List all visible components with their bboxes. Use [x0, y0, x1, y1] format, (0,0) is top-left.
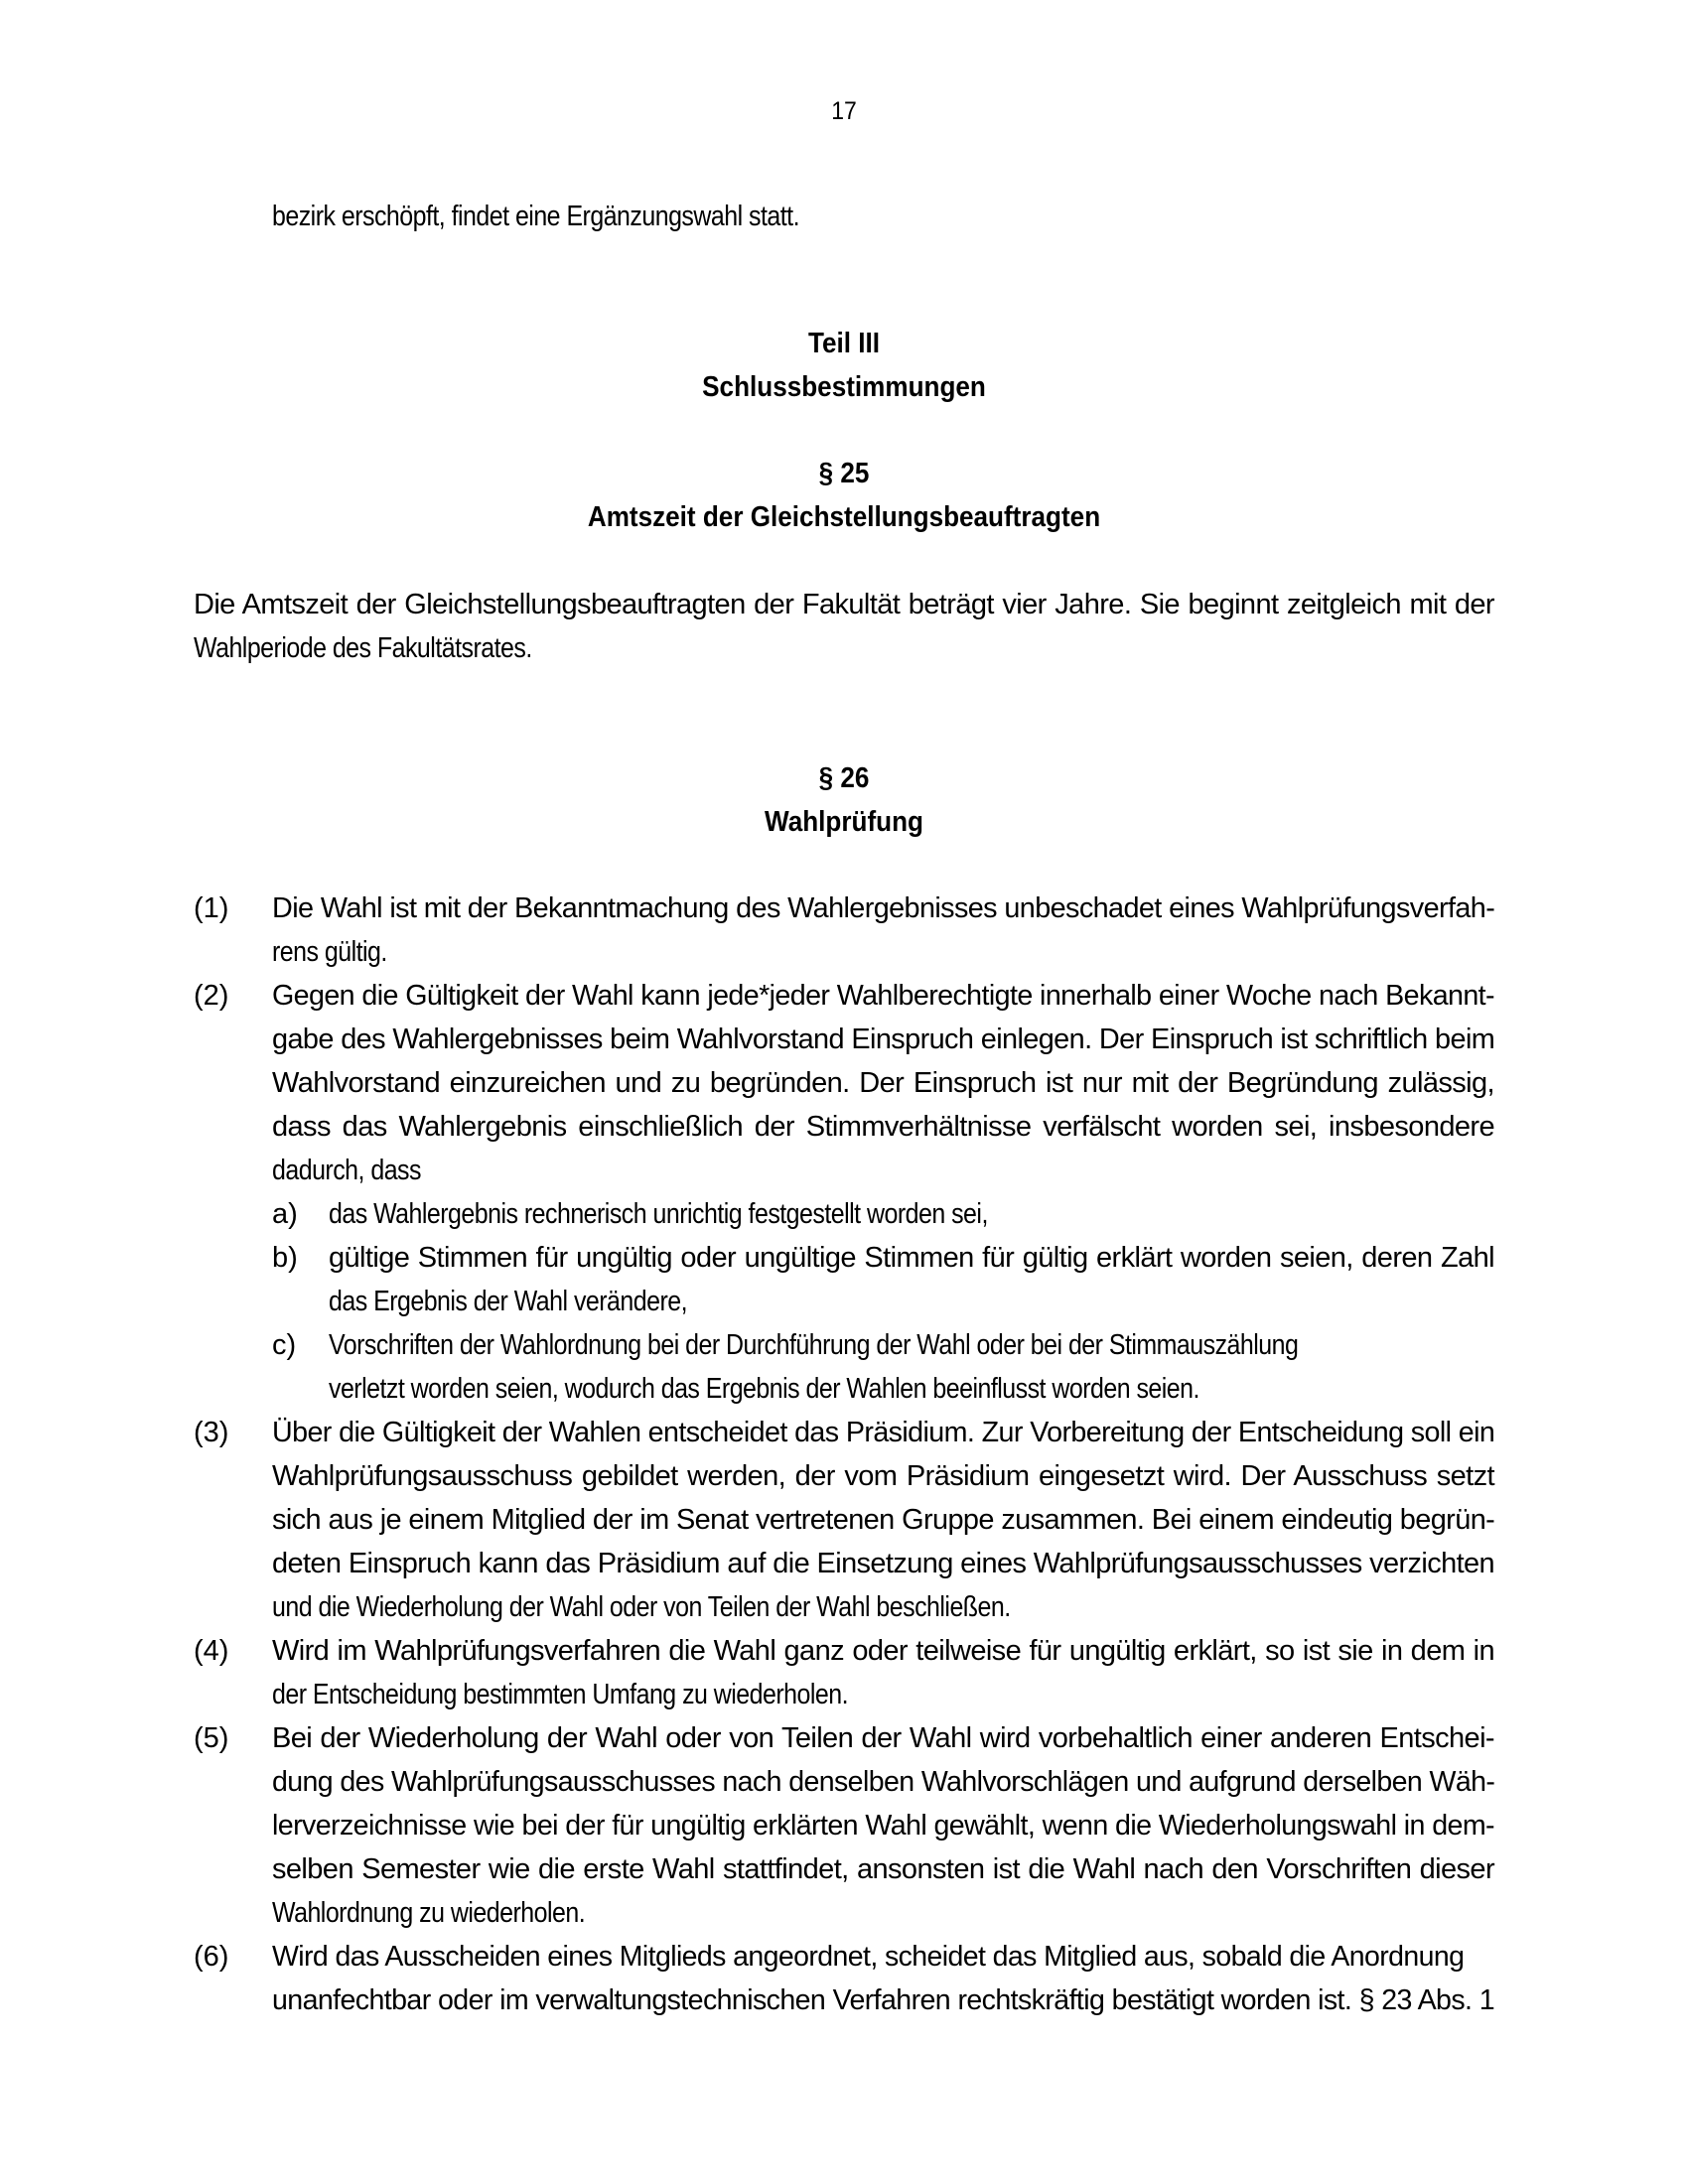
subitem-line: das Wahlergebnis rechnerisch unrichtig festgestellt worden sei,	[329, 1198, 988, 1230]
page-number: 17	[831, 97, 857, 125]
item-line: Wahlordnung zu wiederholen.	[272, 1897, 586, 1929]
item-number: (5)	[194, 1722, 229, 1754]
item-line: Wahlvorstand einzureichen und zu begründen. Der Einspruch ist nur mit der Begründung zulässig,	[272, 1067, 1494, 1099]
item-line: sich aus je einem Mitglied der im Senat vertretenen Gruppe zusammen. Bei einem eindeutig begrün-	[272, 1504, 1495, 1536]
item-line: dadurch, dass	[272, 1155, 421, 1186]
section-25-title: Amtszeit der Gleichstellungsbeauftragten	[587, 501, 1101, 533]
section-26-title: Wahlprüfung	[765, 806, 923, 838]
item-line: deten Einspruch kann das Präsidium auf die Einsetzung eines Wahlprüfungsausschusses verzichten	[272, 1548, 1494, 1579]
item-line: Wahlprüfungsausschuss gebildet werden, der vom Präsidium eingesetzt wird. Der Ausschuss setzt	[272, 1460, 1494, 1492]
subitem-line: Vorschriften der Wahlordnung bei der Durchführung der Wahl oder bei der Stimmauszählung	[329, 1329, 1299, 1361]
subitem-line: das Ergebnis der Wahl verändere,	[329, 1286, 688, 1317]
item-line: Wird das Ausscheiden eines Mitglieds angeordnet, scheidet das Mitglied aus, sobald die Anordnung	[272, 1941, 1465, 1973]
item-line: lerverzeichnisse wie bei der für ungültig erklärten Wahl gewählt, wenn die Wiederholungswahl in dem-	[272, 1810, 1494, 1842]
item-line: Die Wahl ist mit der Bekanntmachung des Wahlergebnisses unbeschadet eines Wahlprüfungsverfah-	[272, 892, 1495, 924]
item-line: rens gültig.	[272, 936, 387, 968]
part-subtitle: Schlussbestimmungen	[702, 371, 986, 403]
item-line: der Entscheidung bestimmten Umfang zu wiederholen.	[272, 1679, 849, 1710]
item-number: (4)	[194, 1635, 229, 1667]
item-line: Wird im Wahlprüfungsverfahren die Wahl ganz oder teilweise für ungültig erklärt, so ist sie in dem in	[272, 1635, 1494, 1667]
item-line: unanfechtbar oder im verwaltungstechnischen Verfahren rechtskräftig bestätigt worden ist. § 23 Abs. 1	[272, 1984, 1494, 2016]
section-25-line: Wahlperiode des Fakultätsrates.	[194, 632, 532, 664]
subitem-line: verletzt worden seien, wodurch das Ergebnis der Wahlen beeinflusst worden seien.	[329, 1373, 1199, 1405]
item-number: (1)	[194, 892, 229, 924]
item-line: dung des Wahlprüfungsausschusses nach denselben Wahlvorschlägen und aufgrund derselben Wäh-	[272, 1766, 1495, 1798]
item-line: und die Wiederholung der Wahl oder von Teilen der Wahl beschließen.	[272, 1591, 1011, 1623]
part-title: Teil III	[807, 328, 881, 359]
item-line: dass das Wahlergebnis einschließlich der Stimmverhältnisse verfälscht worden sei, insbesondere	[272, 1111, 1494, 1143]
item-line: Bei der Wiederholung der Wahl oder von Teilen der Wahl wird vorbehaltlich einer anderen Entschei-	[272, 1722, 1494, 1754]
subitem-label: b)	[272, 1242, 298, 1274]
item-number: (2)	[194, 980, 229, 1012]
subitem-label: c)	[272, 1329, 297, 1361]
item-line: selben Semester wie die erste Wahl stattfindet, ansonsten ist die Wahl nach den Vorschriften dieser	[272, 1853, 1494, 1885]
item-number: (3)	[194, 1417, 229, 1448]
item-line: gabe des Wahlergebnisses beim Wahlvorstand Einspruch einlegen. Der Einspruch ist schriftlich beim	[272, 1024, 1495, 1055]
section-25-line: Die Amtszeit der Gleichstellungsbeauftragten der Fakultät beträgt vier Jahre. Sie beginnt zeitgleich mit der	[194, 589, 1494, 620]
item-number: (6)	[194, 1941, 229, 1973]
intro-line: bezirk erschöpft, findet eine Ergänzungswahl statt.	[272, 201, 799, 232]
item-line: Gegen die Gültigkeit der Wahl kann jede*jeder Wahlberechtigte innerhalb einer Woche nach Bekannt-	[272, 980, 1494, 1012]
subitem-line: gültige Stimmen für ungültig oder ungültige Stimmen für gültig erklärt worden seien, deren Zahl	[329, 1242, 1494, 1274]
subitem-label: a)	[272, 1198, 298, 1230]
section-25-number: § 25	[818, 458, 870, 489]
section-26-number: § 26	[818, 762, 870, 794]
item-line: Über die Gültigkeit der Wahlen entscheidet das Präsidium. Zur Vorbereitung der Entscheidung soll ein	[272, 1417, 1495, 1448]
